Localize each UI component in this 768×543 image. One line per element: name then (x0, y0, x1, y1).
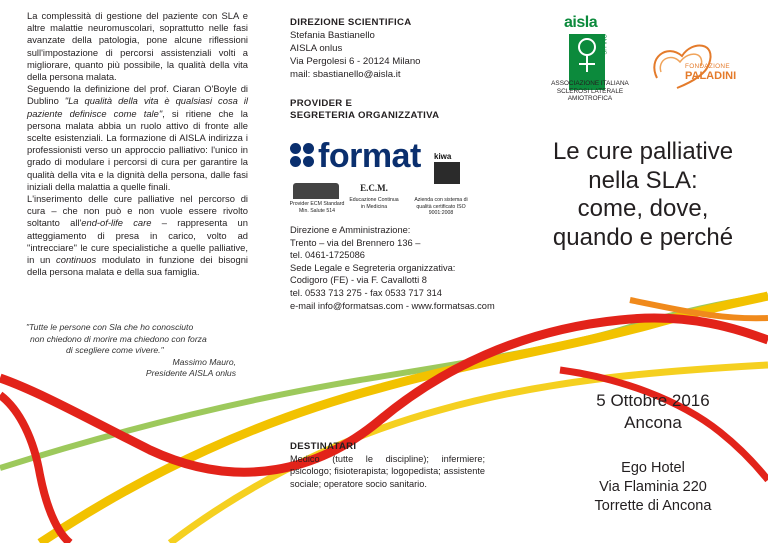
provider-heading-2: SEGRETERIA ORGANIZZATIVA (290, 110, 440, 121)
kiwa-logo-text: kiwa (434, 152, 452, 161)
ecm-subtitle: Educazione Continua in Medicina (349, 197, 399, 210)
ecm-logos (289, 183, 499, 215)
event-title (538, 138, 748, 252)
event-title-line-4: quando e perché (552, 223, 734, 251)
format-address (290, 224, 505, 312)
paladini-label-1: FONDAZIONE (685, 63, 730, 70)
address-line-3: tel. 0461-1725086 (290, 250, 365, 261)
address-line-7: e-mail info@formatsas.com - www.formatsas.com (290, 300, 495, 311)
event-title-line-1: Le cure palliative (552, 138, 734, 165)
event-date (568, 390, 738, 434)
quote-author: Massimo Mauro, (172, 356, 236, 367)
intro-text (27, 10, 248, 278)
paladini-label-2: PALADINI (685, 70, 737, 82)
destinatari-text: Medico (tutte le discipline); infermiere; psicologo; fisioterapista; logopedista; assistente sociale; operatore socio sanitario. (290, 454, 485, 489)
direzione-mail: mail: sbastianello@aisla.it (290, 69, 401, 80)
direzione-address: Via Pergolesi 6 - 20124 Milano (290, 56, 421, 67)
intro-paragraph-3: L'inserimento delle cure palliative nel percorso di cura – che non può e non vuole essere rivolto soltanto all'end-of-life care – rappresenta un atteggiamento di presa in carico, volto ad "intrecciare" le cure specialistiche a quelle palliative, in un continuos modulato in funzione dei bisogni della persona malata e della sua famiglia. (27, 193, 248, 278)
venue-locality: Torrette di Ancona (594, 498, 712, 514)
iso-caption: Azienda con sistema di qualità certificato ISO 9001:2008 (414, 197, 468, 216)
quote-author-role: Presidente AISLA onlus (145, 368, 236, 378)
direzione-org: AISLA onlus (290, 43, 343, 54)
direzione-heading: DIREZIONE SCIENTIFICA (290, 17, 412, 28)
address-line-5: Codigoro (FE) - via F. Cavallotti 8 (290, 275, 427, 286)
red-ribbon-left (0, 395, 70, 543)
address-line-4: Sede Legale e Segreteria organizzativa: (290, 262, 456, 273)
format-logo (290, 139, 420, 181)
direzione-name: Stefania Bastianello (290, 30, 375, 41)
ecm-provider-caption: Provider ECM Standard Min. Salute 514 (289, 201, 345, 214)
event-title-line-2: nella SLA: (588, 166, 698, 194)
aisla-logo (540, 14, 640, 104)
ecm-title: E.C.M. (360, 183, 388, 193)
aisla-assoc-line-2: SCLEROSI LATERALE AMIOTROFICA (556, 87, 624, 103)
format-dots-icon (290, 143, 316, 173)
quote-line-2: non chiedono di morire ma chiedono con forza (30, 333, 207, 344)
aisla-assoc-line-1: ASSOCIAZIONE ITALIANA (551, 80, 629, 87)
direzione-scientifica (290, 17, 500, 81)
aisla-logo-text: aisla (564, 14, 598, 31)
destinatari-section (290, 441, 485, 490)
event-city: Ancona (624, 413, 682, 432)
address-line-1: Direzione e Amministrazione: (290, 225, 411, 235)
quote-block (26, 322, 236, 380)
provider-section (290, 98, 500, 122)
address-line-6: tel. 0533 713 275 - fax 0533 717 314 (290, 287, 442, 298)
event-title-line-3: come, dove, (577, 195, 709, 222)
intro-paragraph-2: Seguendo la definizione del prof. Ciaran O'Boyle di Dublino "La qualità della vita è qualsiasi cosa il paziente definisce come tale", si ritiene che la persona malata abbia un ruolo attivo di fronte alle scelte esistenziali. La formazione di AISLA indirizza i professionisti verso un approccio palliativo: l'unico in grado di modulare i percorsi di cura per garantire la qualità della vita e la dignità della persona, dalle fasi iniziali della malattia a quelle finali. (27, 83, 248, 192)
kiwa-badge-icon (434, 162, 460, 184)
aisla-association-name (540, 80, 640, 103)
aisla-onlus-text: ONLUS (600, 34, 606, 55)
quote-line-3: di scegliere come vivere." (66, 345, 164, 355)
address-line-2: Trento – via del Brennero 136 – (290, 237, 421, 248)
ecm-people-icon (293, 183, 339, 199)
event-date-text: 5 Ottobre 2016 (596, 391, 710, 410)
format-logo-text: format (318, 137, 421, 175)
fondazione-paladini-logo (647, 38, 737, 90)
venue-street: Via Flaminia 220 (599, 479, 707, 495)
quote-line-1: "Tutte le persone con Sla che ho conosciuto (26, 322, 194, 332)
event-venue (568, 459, 738, 516)
provider-heading-1: PROVIDER E (290, 98, 353, 109)
venue-name: Ego Hotel (621, 460, 685, 476)
intro-paragraph-1: La complessità di gestione del paziente con SLA e altre malattie neuromuscolari, soprattutto nelle fasi avanzate della patologia, pone alcune riflessioni sull'impostazione di percorsi assistenziali volti a migliorare, quanto più possibile, la qualità della vita della persona malata. (27, 10, 248, 83)
destinatari-heading: DESTINATARI (290, 441, 357, 452)
